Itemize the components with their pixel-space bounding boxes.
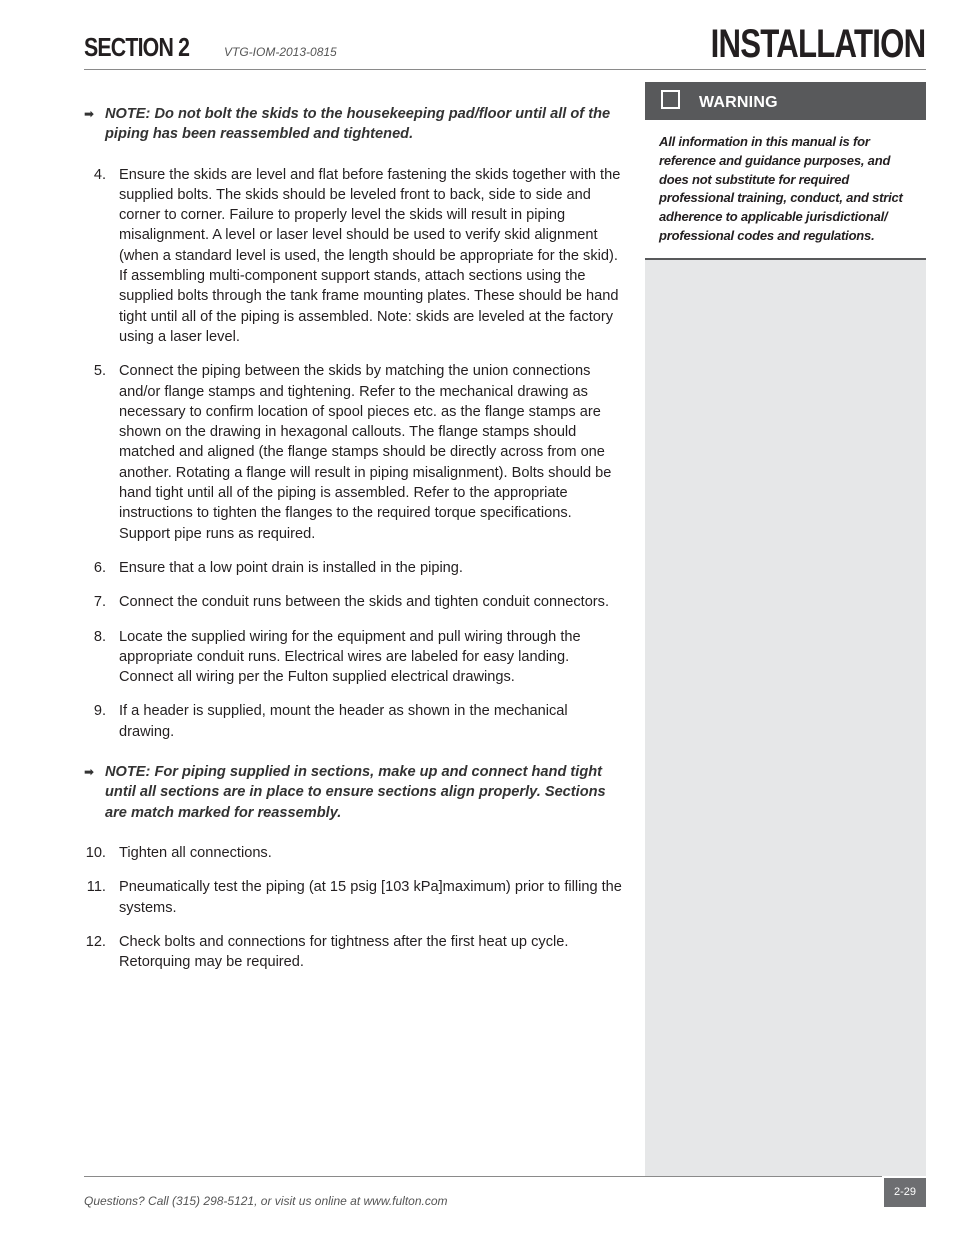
warning-bar: [645, 82, 926, 120]
footer-rule: [84, 1176, 882, 1177]
list-item: [84, 592, 624, 612]
list-item: [84, 843, 624, 863]
list-item: [84, 932, 624, 973]
list-item: [84, 701, 624, 742]
item-number: 10.: [85, 844, 106, 861]
main-content: [84, 104, 624, 986]
note-2: [84, 762, 624, 823]
warning-text: All information in this manual is for reference and guidance purposes, and does not substitute for required professional training, conduct, and strict adherence to applicable jurisdictional/ professional codes and regulations.: [659, 134, 903, 243]
item-number: 12.: [85, 933, 106, 950]
list-item: [84, 165, 624, 348]
item-text: Tighten all connections.: [119, 844, 272, 861]
page-number: 2-29: [884, 1178, 926, 1207]
item-number: 9.: [93, 703, 106, 720]
item-text: If a header is supplied, mount the header as shown in the mechanical drawing.: [119, 703, 568, 740]
list-item: [84, 361, 624, 544]
item-number: 7.: [93, 594, 106, 611]
note-text: NOTE: Do not bolt the skids to the housekeeping pad/floor until all of the piping has been reassembled and tightened.: [105, 106, 611, 143]
item-number: 8.: [93, 628, 106, 645]
item-number: 4.: [93, 166, 106, 183]
item-text: Ensure that a low point drain is installed in the piping.: [119, 559, 463, 576]
list-item: [84, 558, 624, 578]
note-text: NOTE: For piping supplied in sections, make up and connect hand tight until all sections are in place to ensure sections align properly. Sections are match marked for reassembly.: [105, 764, 606, 821]
arrow-icon: ➡: [84, 765, 95, 780]
header-rule: [84, 69, 926, 70]
item-number: 11.: [86, 879, 106, 896]
item-text: Connect the piping between the skids by matching the union connections and/or flange stamps and tightening. Refer to the mechanical drawing as necessary to confirm location of spool pieces etc. as the flange stamps are shown on the drawing in hexagonal callouts. The flange stamps should matched and aligned (the flange stamps should be directly across from one another. Rotating a flange will result in piping misalignment). Bolts should be hand tight until all of the piping is assembled. Refer to the appropriate instructions to tighten the flanges to the required torque specifications. Support pipe runs as required.: [119, 363, 612, 542]
item-text: Pneumatically test the piping (at 15 psig [103 kPa]maximum) prior to filling the systems.: [119, 879, 622, 916]
list-item: [84, 877, 624, 918]
list-item: [84, 627, 624, 688]
sidebar: [645, 82, 926, 1176]
checkbox-icon: [661, 90, 680, 109]
section-label: SECTION 2: [84, 32, 190, 62]
item-text: Ensure the skids are level and flat before fastening the skids together with the supplied bolts. The skids should be leveled front to back, side to side and corner to corner. Failure to properly level the skids will result in piping misalignment. A level or laser level should be used to verify skid alignment (when a standard level is used, the length should be appropriate for the skid). If assembling multi-component support stands, attach sections using the supplied bolts through the tank frame mounting plates. These should be hand tight until all of the piping is assembled. Note: skids are leveled at the factory using a laser level.: [119, 166, 621, 345]
warning-body: [645, 120, 926, 260]
note-1: [84, 104, 624, 145]
arrow-icon: ➡: [84, 107, 95, 121]
item-number: 5.: [93, 363, 106, 380]
page-title: INSTALLATION: [710, 22, 925, 66]
item-text: Check bolts and connections for tightness after the first heat up cycle. Retorquing may be required.: [119, 933, 569, 971]
item-text: Connect the conduit runs between the skids and tighten conduit connectors.: [119, 594, 610, 611]
warning-label: WARNING: [699, 94, 778, 111]
document-code: VTG-IOM-2013-0815: [224, 45, 337, 59]
item-text: Locate the supplied wiring for the equipment and pull wiring through the appropriate conduit runs. Electrical wires are labeled for easy landing. Connect all wiring per the Fulton supplied electrical drawings.: [119, 628, 581, 686]
item-number: 6.: [93, 559, 106, 576]
footer-contact: Questions? Call (315) 298-5121, or visit us online at www.fulton.com: [84, 1194, 448, 1208]
